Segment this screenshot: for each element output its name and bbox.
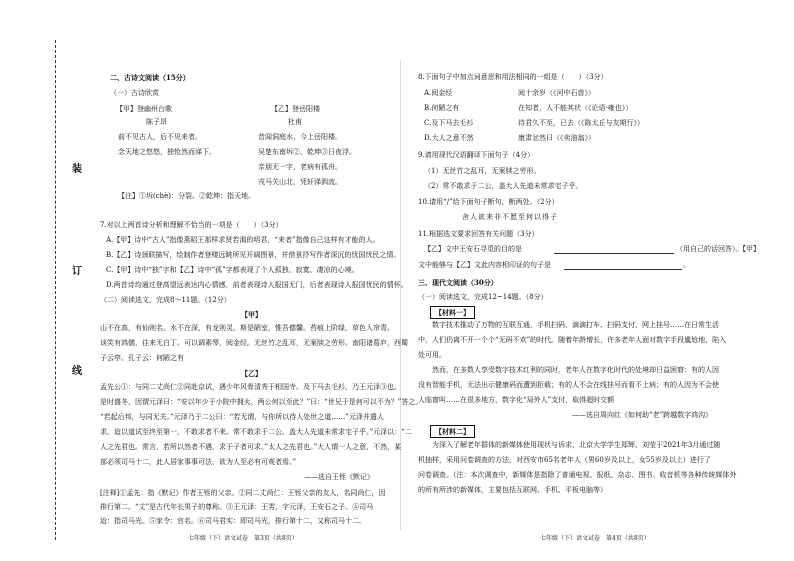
binding-label-zhuang: 装 [72,164,82,175]
material-1-line: 处可用。 [418,351,446,359]
q10-sentence: 舍人欲来非不愿至何以得子 [462,213,558,221]
material-2-label: 【材料二】 [430,425,475,438]
q7-option-b: B.【乙】诗颈联描写，绘制作者登楼远眺所见开阔图景，并借景抒写作者深沉的忧国忧民之情。 [106,251,401,259]
annotation-line: 迨：指司马光。⑤家令：官名。⑥司马君实：即司马光，排行第十二，又称司马十二。 [100,517,366,525]
q9-sentence-2: （2）常不敢求于二公，盖大人先道未常求宅子乎。 [424,182,583,190]
q8-option-a-right: 阅十余岁（《河中石兽》） [518,89,595,97]
subsection-modern: （一）阅读选文，完成12~14题。（8分） [418,293,548,301]
material-1-line: 然而，在多数人享受数字技术红利的同时，老年人在数字化时代的处境却日益困窘：有的人因 [432,366,719,374]
q8-option-c-left: C.及下马去毛衫 [424,119,474,127]
q11-prompt-d: 。 [683,261,690,269]
question-9: 9.请用现代汉语翻译下面句子（4分） [418,151,535,159]
poem-b-line: 吴楚东南坼②，乾坤③日夜浮。 [258,148,356,156]
q9-sentence-1: （1）无丝竹之乱耳，无案牍之劳形。 [424,167,541,175]
text-yi-line: 是时盛冬，因谓元泽曰：“安以年少于小院中拥火，两公何以至此？”曰：“世兄于是何可以不为？”答之。 [100,398,423,406]
poem-b-line: 昔闻洞庭水，今上岳阳楼。 [258,133,342,141]
question-7: 7.对以上两首诗分析和理解不恰当的一项是（ ）（3分） [100,221,283,229]
poem-a-author: 陈子昂 [146,118,167,126]
question-11: 11.根据选文要求回答有关问题（3分） [418,230,539,238]
section-3-title: 三、现代文阅读（30分） [418,278,498,287]
text-yi-line: 人之先君也。常言，若所以然者不遇，求于子者可求。”太人之先君也。”大人谓一人之意，不然，某 [100,443,402,451]
page-footer-right: 七年级（下）语文试卷 第4页（共8页） [540,535,650,542]
material-1-source: ——选自周向红《如何助“老”跨越数字鸿沟》 [572,411,713,419]
text-yi-line: 部必须司马十二，此人居家事事可法，欲为人至必有可观者焉。” [100,458,297,466]
text-yi-source: ——选自王铚《默记》 [304,473,374,481]
text-yi-label: 【乙】 [241,369,262,378]
poem-a-line: 前不见古人，后不见来者。 [118,133,202,141]
subsection-poetry: （一）古诗欣赏 [110,89,159,97]
text-jia-line: 山不在高，有仙则名。水不在深，有龙则灵。斯是陋室，惟吾德馨。苔痕上阶绿，草色入帘青。 [100,324,394,332]
material-2-line: 为深入了解老年群体的新媒体使用现状与诉求，北京大学学生郑辉、刘莹于2021年3月通过随 [432,441,721,449]
poem-b-note: 【注】①坼(chè)：分裂。②乾坤：指天地。 [118,192,256,200]
annotation-line: 排行第二。“丈”是古代年长男子的尊称。③王元泽：王雱，字元泽，王安石之子。④司马 [100,503,374,511]
poem-a-title: 【甲】登幽州台歌 [116,105,172,113]
page-divider [400,60,401,530]
subsection-classical: （二）阅读选文，完成8～11题。（12分） [100,296,231,304]
q11-prompt-c: 文中能够与【乙】文此内容相印证的句子是 [418,261,551,269]
material-1-line: 人临窗叫……在很多地方，数字化“局外人”支付，取得超时交额 [418,396,615,404]
q8-option-c-right: 待君久不至，已去（《陈太丘与友期行》） [518,119,644,127]
material-1-line: 数字技术推动了万物的互联互通，手机扫码、滴滴打车、扫码支付、网上挂号……在日常生活 [432,321,719,329]
q11-prompt-a: 【乙】文中王安石寻觅的目的是 [424,245,522,253]
answer-blank[interactable] [554,253,674,254]
poem-b-author: 杜甫 [288,118,302,126]
material-2-line: 问卷调查。（注：本次调查中，新媒体是指除了普通电视、报纸、杂志、图书、收音机等各种传统媒体外 [418,471,737,479]
material-2-line: 机抽样，采用问卷调查的方法，对西安市65名老年人（男60岁及以上，女55岁及以上）进行了 [418,456,711,464]
text-jia-label: 【甲】 [241,310,262,319]
annotation-line: [注释]①孟先：指《默记》作者王铚的父亲。②同二丈尚仁：王铚父亲的友人，名同尚仁，因 [100,489,386,497]
answer-blank[interactable] [564,269,682,270]
poem-b-line: 亲朋无一字，老病有孤舟。 [258,163,342,171]
material-1-label: 【材料一】 [430,306,475,319]
page-footer-left: 七年级（下）语文试卷 第3页（共8页） [188,535,298,542]
q7-option-d: D.两首诗均通过登高望远表达内心情感，前者表现诗人报国无门，后者表现诗人报国忧民的情怀。 [106,281,408,289]
text-yi-line: “若起后邦，与同无关。”元泽乃于二公曰：“若无谓，与你所以待人处世之道……”元泽并遣人 [100,413,384,421]
question-8: 8.下面句子中加点词意思和用法相同的一组是（ ）（3分） [418,73,608,81]
text-yi-line: 孟先公①：与同二丈尚仁②同赴京试，遇少年风骨清秀于相国寺。及下马去毛衫，乃王元泽③也。 [100,383,401,391]
q11-prompt-b: （用自己的话回答）。【甲】 [676,245,760,253]
text-jia-line: 子云亭。孔子云：何陋之有 [100,354,184,362]
poem-a-line: 念天地之悠悠，独怆然而涕下。 [118,148,216,156]
q8-option-b-left: B.何陋之有 [424,104,460,112]
text-jia-line: 谈笑有鸿儒，往来无白丁。可以调素琴，阅金经。无丝竹之乱耳，无案牍之劳形。南阳诸葛庐，西蜀 [100,339,408,347]
q7-option-a: A.【甲】诗中“古人”指像燕昭王那样求贤若渴的明君，“来者”指像自己这样有才能的人。 [106,236,380,244]
q8-option-b-right: 在知者，人不能其状（《论语·雍也》） [518,104,633,112]
q7-option-c: C.【甲】诗中“独”字和【乙】诗中“孤”字都表现了个人孤独、寂寞、凄凉的心境。 [106,266,359,274]
q8-option-d-left: D.大人之意不然 [424,134,474,142]
material-1-line: 中，人们仍离不开一个个“无码不欢”的时代。随着年龄增长，许多老年人面对数字手段尴尬地，陷入 [418,336,727,344]
material-1-line: 没有智能手机，无法出示健康码而遭到拒载；有的人不会在线挂号而看不上病；有的人因为不会使 [418,381,719,389]
binding-dashed-line [55,40,56,540]
material-2-line: 的所有所涉的新媒体，主要包括互联网、手机、平板电脑等） [418,486,607,494]
section-2-title: 二、古诗文阅读（15分） [110,73,190,82]
text-yi-line: 求。迨以道试至终至第一，不敢求者不来。常不敢求于二公。盖大人先道未常求宅子乎。”元泽以：“二 [100,428,412,436]
question-10: 10.请用“/”给下面句子断句，断两处。（2分） [418,198,559,206]
poem-b-title: 【乙】登岳阳楼 [271,105,320,113]
q8-option-a-left: A.阅金经 [424,89,453,97]
poem-b-line: 戎马关山北，凭轩涕泗流。 [258,178,342,186]
binding-label-ding: 订 [72,266,82,277]
q8-option-d-right: 康肃忿然曰（《卖油翁》） [518,134,595,142]
binding-label-xian: 线 [72,366,82,377]
